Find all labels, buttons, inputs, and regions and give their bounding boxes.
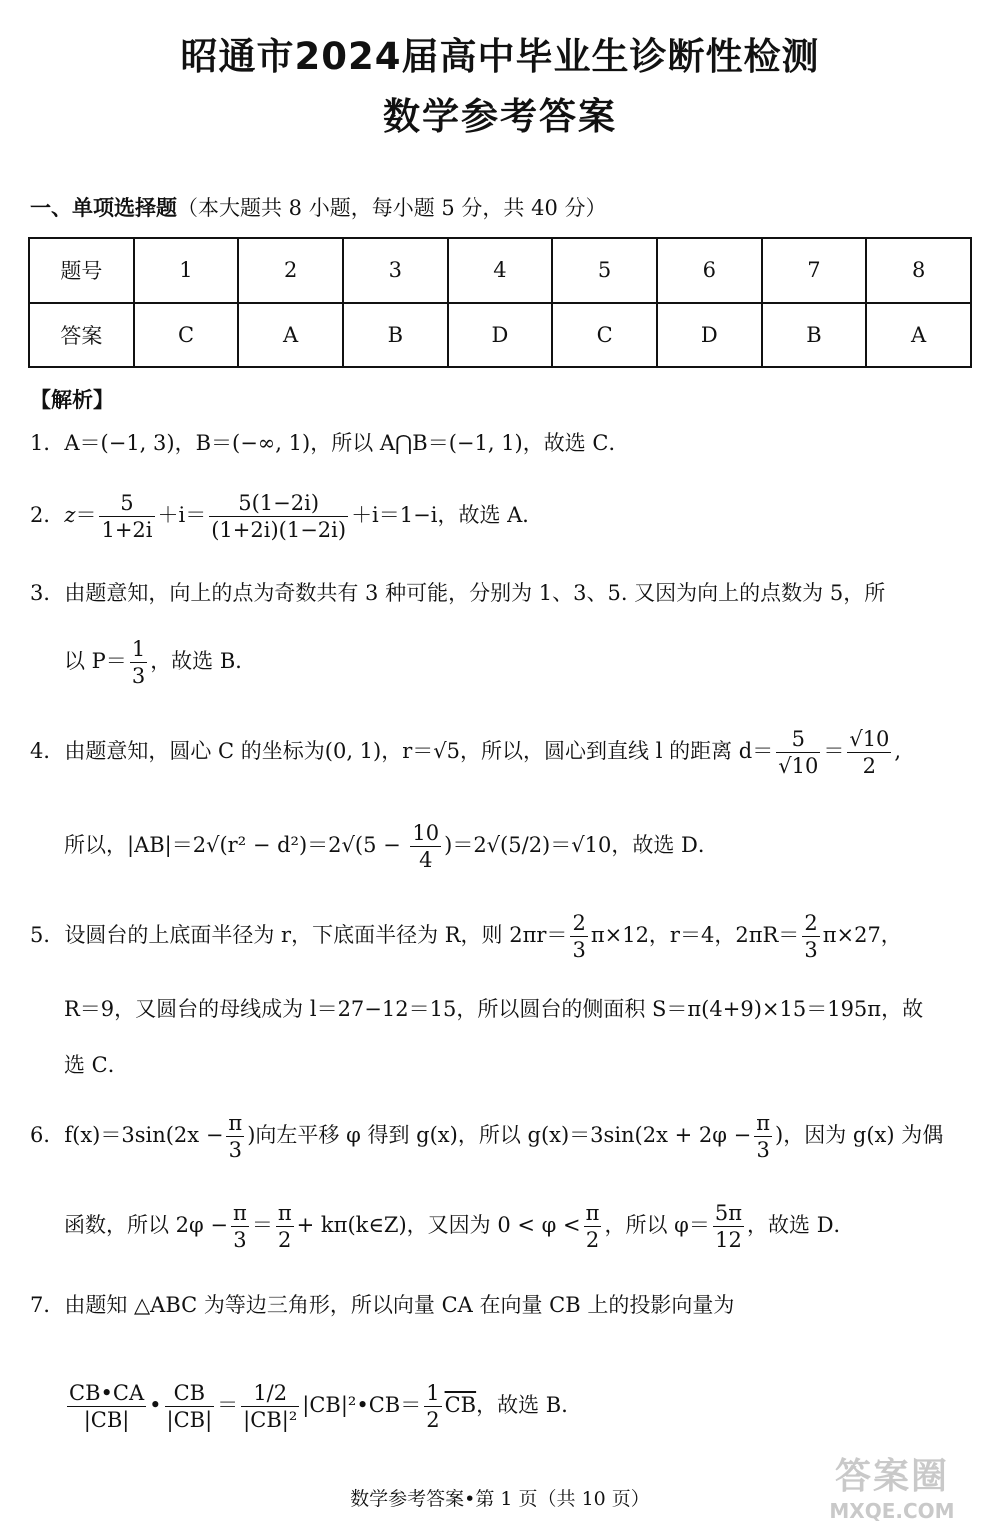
row-label-answer: 答案 xyxy=(29,303,134,368)
solution-text: ，故选 D． xyxy=(747,1213,855,1237)
solution-3-line-1: 3．由题意知，向上的点为奇数共有 3 种可能，分别为 1、3、5. 又因为向上的点数为 5，所 xyxy=(30,581,886,605)
table-cell: 7 xyxy=(762,238,867,303)
fraction: $\frac{\pi}{3}$ xyxy=(756,1111,771,1162)
solution-6-line-2 xyxy=(64,1200,855,1253)
solution-text: ＝ xyxy=(251,1213,273,1237)
table-cell: B xyxy=(762,303,867,368)
fraction: $\frac{CB•CA}{|CB|}$ xyxy=(69,1381,145,1432)
table-row-answers xyxy=(29,303,971,368)
row-label-number: 题号 xyxy=(29,238,134,303)
fraction: $\frac{CB}{|CB|}$ xyxy=(166,1381,213,1432)
page-subtitle: 数学参考答案 xyxy=(383,95,617,138)
table-cell: 5 xyxy=(552,238,657,303)
fraction: $\frac{5\pi}{12}$ xyxy=(714,1201,743,1252)
table-cell: 6 xyxy=(657,238,762,303)
fraction: $\frac{\pi}{2}$ xyxy=(585,1201,600,1252)
table-cell: A xyxy=(238,303,343,368)
fraction: $\frac{1}{3}$ xyxy=(131,637,146,688)
section-note: （本大题共 8 小题，每小题 5 分，共 40 分） xyxy=(177,196,607,220)
solution-text: π×12，r＝4，2πR＝ xyxy=(590,923,800,947)
solution-text: |CB|²•CB＝ xyxy=(302,1393,422,1417)
fraction: $\frac{1}{2}$ xyxy=(426,1381,440,1432)
answer-table xyxy=(28,237,972,368)
section-title: 一、单项选择题 xyxy=(30,196,177,220)
table-cell: D xyxy=(657,303,762,368)
section-heading xyxy=(30,192,607,222)
solution-text: ，故选 B． xyxy=(150,649,257,673)
analysis-heading: 【解析】 xyxy=(30,388,114,412)
solution-4-line-1: 4．由题意知，圆心 C 的坐标为(0, 1)，r＝√5，所以，圆心到直线 l 的距离 d＝ $\frac{5}{√10}$ ＝ $\frac{√10}{2}$ , xyxy=(30,727,902,778)
fraction: $\frac{\pi}{2}$ xyxy=(277,1201,292,1252)
solution-text: 所以，|AB|＝2√(r² − d²)＝2√(5 − xyxy=(64,833,408,857)
solution-7-line-1: 7．由题知 △ABC 为等边三角形，所以向量 CA 在向量 CB 上的投影向量为 xyxy=(30,1293,735,1317)
fraction: $\frac{10}{4}$ xyxy=(412,821,440,872)
solution-4-line-2 xyxy=(64,820,719,873)
solution-text: 5．设圆台的上底面半径为 r，下底面半径为 R，则 2πr＝ xyxy=(30,923,568,947)
fraction: $\frac{1/2}{\text{|CB|²}}$ xyxy=(243,1381,298,1432)
fraction: $\frac{\pi}{3}$ xyxy=(233,1201,247,1252)
solution-text: + kπ(k∈Z)，又因为 0 < φ < xyxy=(296,1213,581,1237)
solution-text: 4．由题意知，圆心 C 的坐标为(0, 1)，r＝√5，所以，圆心到直线 l 的距离 d＝ xyxy=(30,739,774,763)
solution-number: 2． xyxy=(30,503,65,527)
solution-text: ＋i＝1−i，故选 A． xyxy=(351,503,544,527)
fraction: $\frac{\pi}{3}$ xyxy=(228,1111,243,1162)
table-cell: D xyxy=(448,303,553,368)
solution-7-line-2: $\frac{CB•CA}{|CB|}$ • $\frac{CB}{|CB|}$ ＝ $\frac{1/2}{\text{|CB|²}}$ |CB|²•CB＝ $\frac{1}{2}$ $\overline{CB}$，故选 B． xyxy=(69,1381,583,1432)
fraction: $\frac{5(1-2i)}{(1+2i)(1-2i)}$ xyxy=(211,491,347,542)
fraction: $\frac{2}{3}$ xyxy=(804,911,818,962)
solution-text: )＝2√(5/2)＝√10，故选 D． xyxy=(444,833,719,857)
watermark-url: MXQE.COM xyxy=(829,1499,955,1523)
solution-text: 6．f(x)＝3sin(2x − xyxy=(30,1123,224,1147)
watermark-text: 答案圈 xyxy=(834,1456,949,1497)
fraction: $\frac{5}{1+2i}$ xyxy=(101,491,153,542)
solution-text: 以 P＝ xyxy=(64,649,127,673)
table-cell: 1 xyxy=(134,238,239,303)
solution-3-line-2 xyxy=(64,636,256,689)
fraction: $\frac{2}{3}$ xyxy=(572,911,586,962)
solution-text: 函数，所以 2φ − xyxy=(64,1213,229,1237)
solution-5-line-3: 选 C． xyxy=(64,1053,129,1077)
fraction: $\frac{5}{√10}$ xyxy=(778,727,819,778)
vector-cb: $\overline{CB}$ xyxy=(444,1393,477,1417)
table-cell: C xyxy=(134,303,239,368)
table-cell: B xyxy=(343,303,448,368)
solution-5-line-2: R＝9，又圆台的母线成为 l＝27−12＝15，所以圆台的侧面积 S＝π(4+9)×15＝195π，故 xyxy=(64,997,924,1021)
table-cell: A xyxy=(866,303,971,368)
table-cell: C xyxy=(552,303,657,368)
solution-1: 1．A＝(−1, 3)，B＝(−∞, 1)，所以 A⋂B＝(−1, 1)，故选 C． xyxy=(30,431,630,455)
solution-2: 2．z＝ $\frac{5}{1+2i}$ ＋i＝ $\frac{5(1-2i)}{(1+2i)(1-2i)}$ ＋i＝1−i，故选 A． xyxy=(30,491,544,542)
table-cell: 2 xyxy=(238,238,343,303)
table-row-numbers xyxy=(29,238,971,303)
solution-text: ，故选 B． xyxy=(476,1393,583,1417)
watermark-logo xyxy=(812,1448,972,1523)
page-footer: 数学参考答案•第 1 页（共 10 页） xyxy=(350,1488,650,1510)
table-cell: 8 xyxy=(866,238,971,303)
solution-text: )向左平移 φ 得到 g(x)，所以 g(x)＝3sin(2x + 2φ − xyxy=(247,1123,752,1147)
fraction: $\frac{√10}{2}$ xyxy=(849,727,890,778)
solution-text: )，因为 g(x) 为偶 xyxy=(775,1123,944,1147)
solution-text: ，所以 φ＝ xyxy=(604,1213,710,1237)
table-cell: 4 xyxy=(448,238,553,303)
page-title: 昭通市2024届高中毕业生诊断性检测 xyxy=(180,35,820,78)
table-cell: 3 xyxy=(343,238,448,303)
solution-5-line-1 xyxy=(30,910,902,963)
solution-text: π×27， xyxy=(822,923,902,947)
solution-6-line-1 xyxy=(30,1110,943,1163)
